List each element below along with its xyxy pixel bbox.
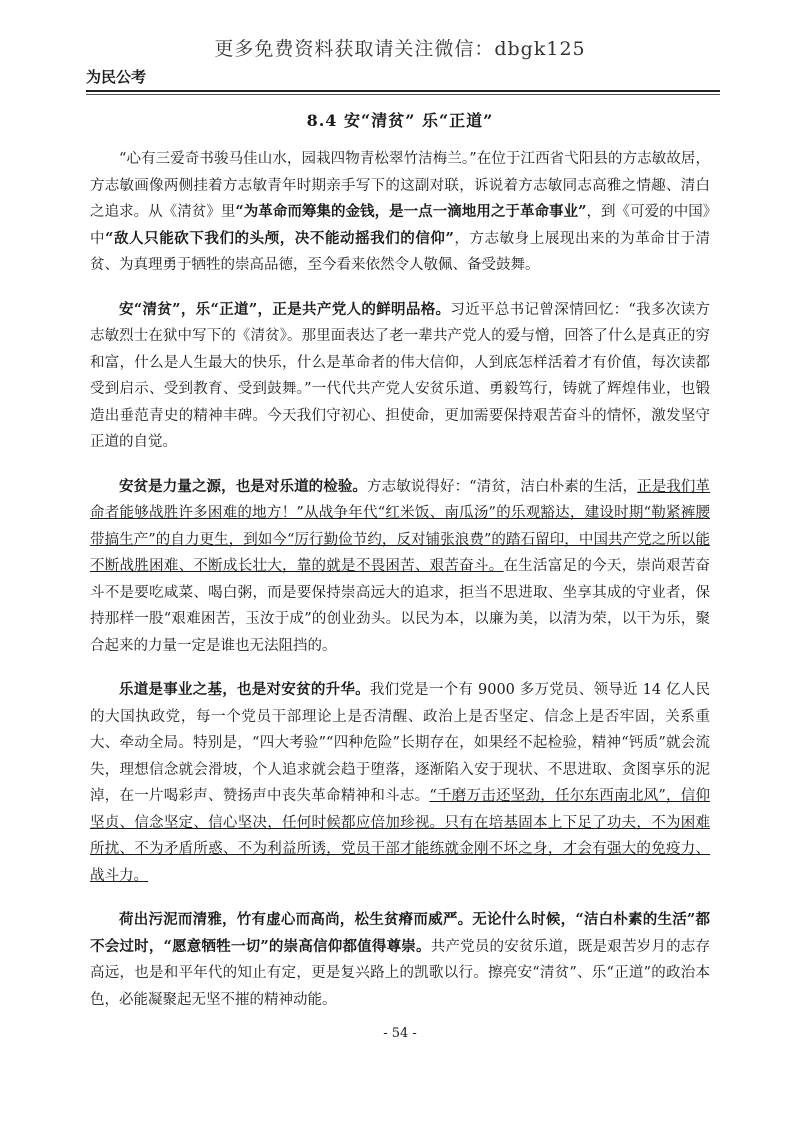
text-run: 正是我们革命者能够战胜许多困难的地方！”从战争年代“红米饭、南瓜汤”的乐观豁达，建设时期“勒紧裤腰带搞生产”的自力更生，到如今“厉行勤俭节约，反对铺张浪费”的踏石留印，中国共产党之所以能不断战胜困难、不断成长壮大，靠的就是不畏困苦、艰苦奋斗。 <box>90 478 711 574</box>
page-number: - 54 - <box>383 1026 417 1041</box>
watermark-text: 更多免费资料获取请关注微信：dbgk125 <box>214 38 586 60</box>
brand-label: 为民公考 <box>86 68 147 86</box>
text-run: 安贫是力量之源，也是对乐道的检验。 <box>119 477 368 495</box>
text-run: “千磨万击还坚劲，任尔东西南北风”，信仰坚贞、信念坚定、信心坚决，任何时候都应倍加珍视。只有在培基固本上下足了功夫，不为困难所扰、不为矛盾所惑、不为利益所诱，党员干部才能练就金刚不坏之身，才会有强大的免疫力、战斗力。 <box>90 788 710 884</box>
text-run: ，方志敏身上展现出来的为革命甘于清贫、为真理勇于牺牲的崇高品德，至今看来依然令人敬佩、备受鼓舞。 <box>90 230 711 273</box>
text-run: 乐道是事业之基，也是对安贫的升华。 <box>119 681 370 698</box>
paragraph-4 <box>90 677 710 889</box>
text-run: 我们党是一个有 9000 多万党员、领导近 14 亿人民的大国执政党，每一个党员干部理论上是否清醒、政治上是否坚定、信念上是否牢固，关系重大、牵动全局。特别是，“四大考验”“四种危险”长期存在，如果经不起检验，精神“钙质”就会流失，理想信念就会滑坡，个人追求就会趋于堕落，逐渐陷入安于现状、不思进取、贪图享乐的泥淖，在一片喝彩声、赞扬声中丧失革命精神和斗志。 <box>90 682 710 804</box>
text-run: 共产党员的安贫乐道，既是艰苦岁月的志存高远，也是和平年代的知止有定，更是复兴路上的凯歌以行。擦亮安“清贫”、乐“正道”的政治本色，必能凝聚起无坚不摧的精神动能。 <box>90 938 710 1008</box>
text-run: 在生活富足的今天，崇尚艰苦奋斗不是要吃咸菜、喝白粥，而是要保持崇高远大的追求，拒当不思进取、坐享其成的守业者，保持那样一股“艰难困苦，玉汝于成”的创业劲头。以民为本，以廉为美，以清为荣，以干为乐，聚合起来的力量一定是谁也无法阻挡的。 <box>90 558 711 654</box>
text-run: 荷出污泥而清雅，竹有虚心而高尚，松生贫瘠而威严。无论什么时候，“洁白朴素的生活”都不会过时，“愿意牺牲一切”的崇高信仰都值得尊崇。 <box>90 911 710 955</box>
text-run: ，到《可爱的中国》中 <box>90 204 711 247</box>
text-run: 习近平总书记曾深情回忆：“我多次读方志敏烈士在狱中写下的《清贫》。那里面表达了老一辈共产党人的爱与憎，回答了什么是真正的穷和富，什么是人生最大的快乐，什么是革命者的伟大信仰，人到底怎样活着才有价值，每次读都受到启示、受到教育、受到鼓舞。”一代代共产党人安贫乐道、勇毅笃行，铸就了辉煌伟业，也锻造出垂范青史的精神丰碑。今天我们守初心、担使命，更加需要保持艰苦奋斗的情怀，激发坚守正道的自觉。 <box>90 301 710 450</box>
paragraph-5 <box>90 907 710 1013</box>
text-run: 方志敏说得好：“清贫，洁白朴素的生活， <box>367 478 638 495</box>
header-divider-thin <box>86 94 720 95</box>
header-divider <box>86 90 720 92</box>
text-run: “为革命而筹集的金钱，是一点一滴地用之于革命事业” <box>235 203 587 220</box>
text-run: “心有三爱奇书骏马佳山水，园栽四物青松翠竹洁梅兰。”在位于江西省弋阳县的方志敏故居，方志敏画像两侧挂着方志敏青年时期亲手写下的这副对联，诉说着方志敏同志高雅之情趣、清白之追求。从《清贫》里 <box>90 151 710 220</box>
paragraph-2 <box>90 297 710 456</box>
paragraph-1 <box>90 146 710 279</box>
text-run: “敌人只能砍下我们的头颅，决不能动摇我们的信仰” <box>105 229 454 247</box>
paragraph-3 <box>90 474 710 660</box>
article-body <box>90 146 710 1031</box>
article-title: 8.4 安“清贫” 乐“正道” <box>306 111 494 130</box>
text-run: 安“清贫”，乐“正道”，正是共产党人的鲜明品格。 <box>119 300 451 318</box>
